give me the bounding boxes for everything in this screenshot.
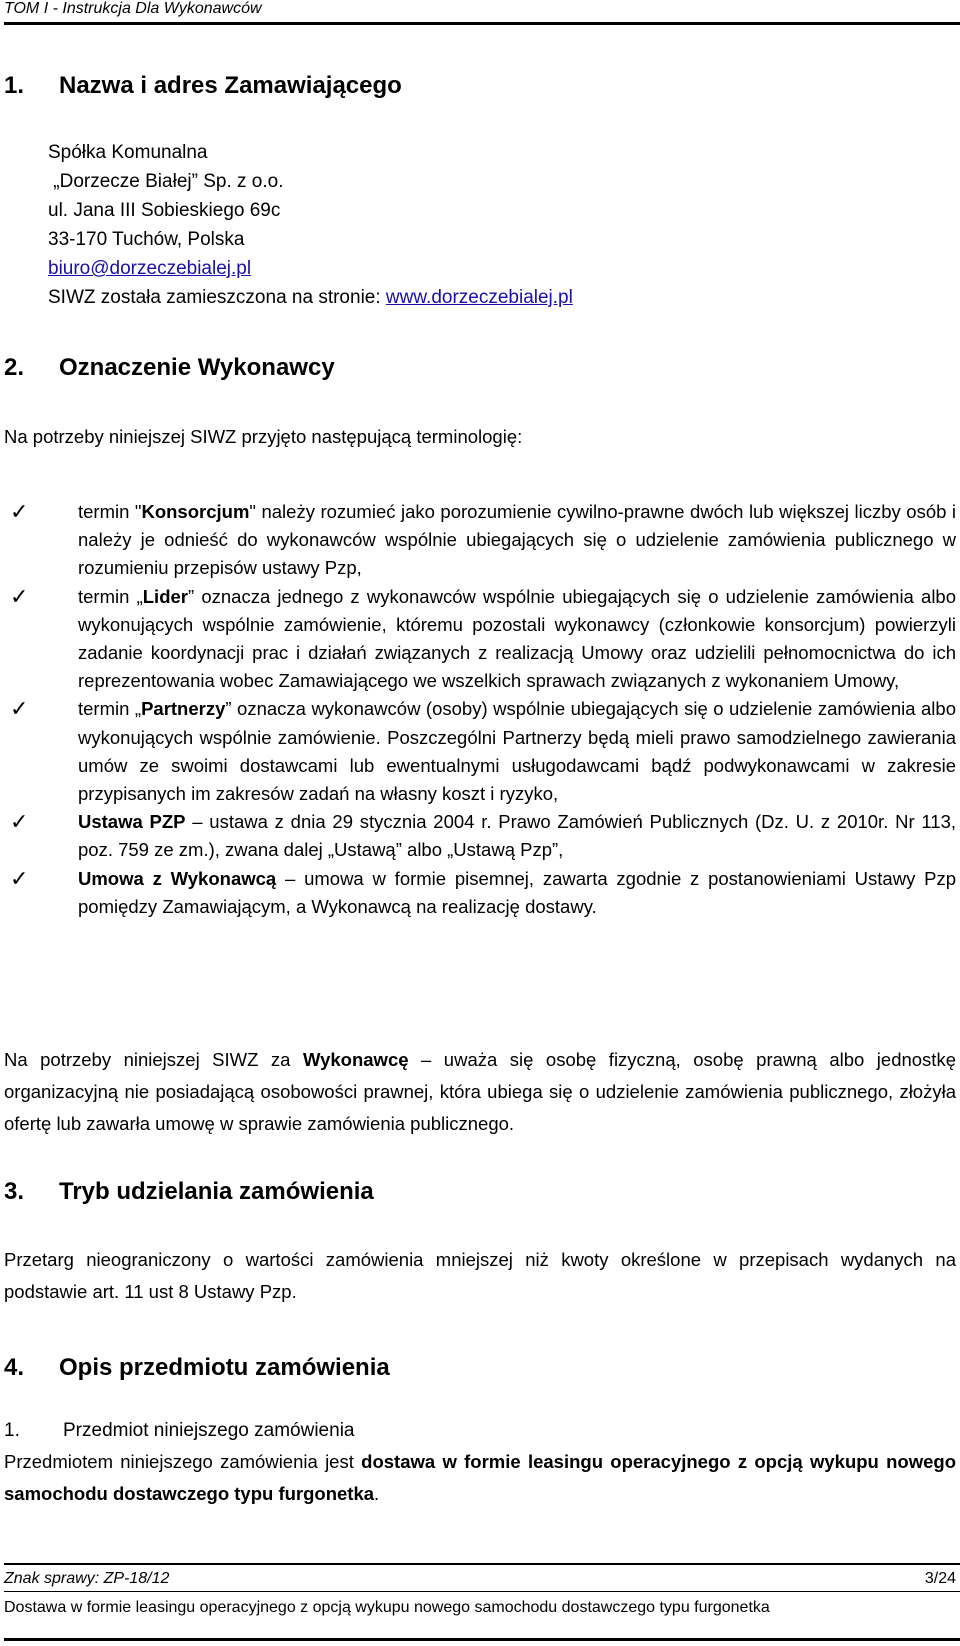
item-text: termin " bbox=[78, 501, 142, 522]
definition-text: Na potrzeby niniejszej SIWZ za bbox=[4, 1049, 303, 1070]
terminology-intro: Na potrzeby niniejszej SIWZ przyjęto następującą terminologię: bbox=[4, 426, 523, 447]
item-term: Lider bbox=[142, 585, 188, 607]
item-term: Ustawa PZP bbox=[78, 811, 186, 833]
terminology-list bbox=[0, 498, 956, 921]
case-number: Znak sprawy: ZP-18/12 bbox=[4, 1570, 170, 1587]
footer-rule bbox=[4, 1563, 960, 1565]
section-3-heading bbox=[4, 1178, 374, 1206]
item-text: – ustawa z dnia 29 stycznia 2004 r. Prawo Zamówień Publicznych (Dz. U. z 2010r. Nr 113, poz. 759 ze zm.), zwana dalej „Ustawą” albo „Ustawą Pzp”, bbox=[78, 811, 956, 861]
check-icon: ✓ bbox=[10, 583, 29, 609]
address-line: ul. Jana III Sobieskiego 69c bbox=[48, 200, 281, 221]
footer-row bbox=[4, 1570, 956, 1588]
definition-term: Wykonawcę bbox=[302, 1049, 409, 1070]
address-line: 33-170 Tuchów, Polska bbox=[48, 229, 245, 250]
item-text: termin „ bbox=[78, 698, 142, 720]
address-line: Spółka Komunalna bbox=[48, 142, 208, 163]
site-prefix: SIWZ została zamieszczona na stronie: bbox=[48, 287, 386, 308]
address-block bbox=[48, 138, 573, 312]
subject-prefix: Przedmiotem niniejszego zamówienia jest bbox=[4, 1451, 362, 1472]
section-2-title: Oznaczenie Wykonawcy bbox=[59, 354, 335, 381]
section-4-heading bbox=[4, 1354, 390, 1382]
subject-bold: dostawa w formie leasingu operacyjnego z opcją wykupu nowego samochodu dostawczego typu furgonetka bbox=[4, 1451, 957, 1504]
footer-divider bbox=[4, 1591, 960, 1592]
item-text: " należy rozumieć jako porozumienie cywilno-prawne dwóch lub większej liczby osób i należy je odnieść do wykonawców wspólnie ubiegających się o udzielenie zamówienia publicznego w rozumieniu przepisów ustawy Pzp, bbox=[78, 501, 957, 579]
check-icon: ✓ bbox=[10, 499, 29, 524]
check-icon: ✓ bbox=[10, 696, 29, 722]
list-item bbox=[0, 498, 956, 583]
section-1-number: 1. bbox=[4, 72, 25, 99]
list-item bbox=[0, 865, 956, 921]
email-link[interactable]: biuro@dorzeczebialej.pl bbox=[48, 258, 252, 279]
check-icon: ✓ bbox=[10, 809, 29, 835]
header-rule bbox=[4, 22, 960, 25]
section-1-title: Nazwa i adres Zamawiającego bbox=[59, 72, 402, 99]
check-icon: ✓ bbox=[10, 865, 29, 891]
page-number: 3/24 bbox=[924, 1570, 956, 1587]
item-term: Konsorcjum bbox=[141, 501, 250, 522]
section-2-number: 2. bbox=[4, 354, 25, 381]
item-text: termin „ bbox=[78, 585, 143, 607]
section-3-number: 3. bbox=[4, 1178, 25, 1205]
footer-bottom-rule bbox=[4, 1638, 960, 1641]
subject-suffix: . bbox=[374, 1483, 380, 1504]
item-term: Umowa z Wykonawcą bbox=[78, 867, 277, 889]
subject-text bbox=[4, 1446, 956, 1510]
subsection-title: Przedmiot niniejszego zamówienia bbox=[63, 1420, 355, 1441]
definition-text: – uważa się osobę fizyczną, osobę prawną albo jednostkę organizacyjną nie posiadającą osobowości prawnej, która ubiega się o udzielenie zamówienia publicznego, złożyła ofertę lub zawarła umowę w sprawie zamówienia publicznego. bbox=[4, 1049, 956, 1134]
section-2-heading bbox=[4, 354, 335, 382]
website-link[interactable]: www.dorzeczebialej.pl bbox=[385, 287, 573, 308]
section-4-title: Opis przedmiotu zamówienia bbox=[59, 1354, 390, 1381]
list-item bbox=[0, 695, 956, 808]
list-item bbox=[0, 808, 956, 864]
section-4-number: 4. bbox=[4, 1354, 25, 1381]
item-text: ” oznacza wykonawców (osoby) wspólnie ubiegających się o udzielenie zamówienia albo wykonujących wspólnie zamówienie. Poszczególni Partnerzy będą mieli prawo samodzielnego zawierania umów ze swoimi dostawcami lub ewentualnymi usługodawcami bądź podwykonawcami w zakresie przypisanych im zakresów zadań na własny koszt i ryzyko, bbox=[78, 698, 956, 805]
footer-subject: Dostawa w formie leasingu operacyjnego z opcją wykupu nowego samochodu dostawczego typu furgonetka bbox=[4, 1599, 770, 1616]
section-1-heading bbox=[4, 72, 402, 100]
item-text: – umowa w formie pisemnej, zawarta zgodnie z postanowieniami Ustawy Pzp pomiędzy Zamawiającym, a Wykonawcą na realizację dostawy. bbox=[78, 867, 956, 917]
contractor-definition bbox=[4, 1044, 956, 1140]
procedure-text: Przetarg nieograniczony o wartości zamówienia mniejszej niż kwoty określone w przepisach wydanych na podstawie art. 11 ust 8 Ustawy Pzp. bbox=[4, 1249, 956, 1302]
item-text: ” oznacza jednego z wykonawców wspólnie ubiegających się o udzielenie zamówienia albo wykonujących wspólnie zamówienie, któremu pozostali wykonawcy (członkowie konsorcjum) powierzyli zadanie koordynacji prac i działań związanych z realizacją Umowy oraz udzielili pełnomocnictwa do ich reprezentowania wobec Zamawiającego we wszelkich sprawach związanych z wykonaniem Umowy, bbox=[78, 585, 957, 692]
item-term: Partnerzy bbox=[141, 698, 226, 720]
subsection-number: 1. bbox=[4, 1420, 20, 1441]
address-line: „Dorzecze Białej” Sp. z o.o. bbox=[48, 171, 284, 192]
running-header: TOM I - Instrukcja Dla Wykonawców bbox=[4, 0, 262, 17]
list-item bbox=[0, 583, 956, 696]
subsection-heading bbox=[4, 1420, 354, 1442]
section-3-title: Tryb udzielania zamówienia bbox=[59, 1178, 374, 1205]
